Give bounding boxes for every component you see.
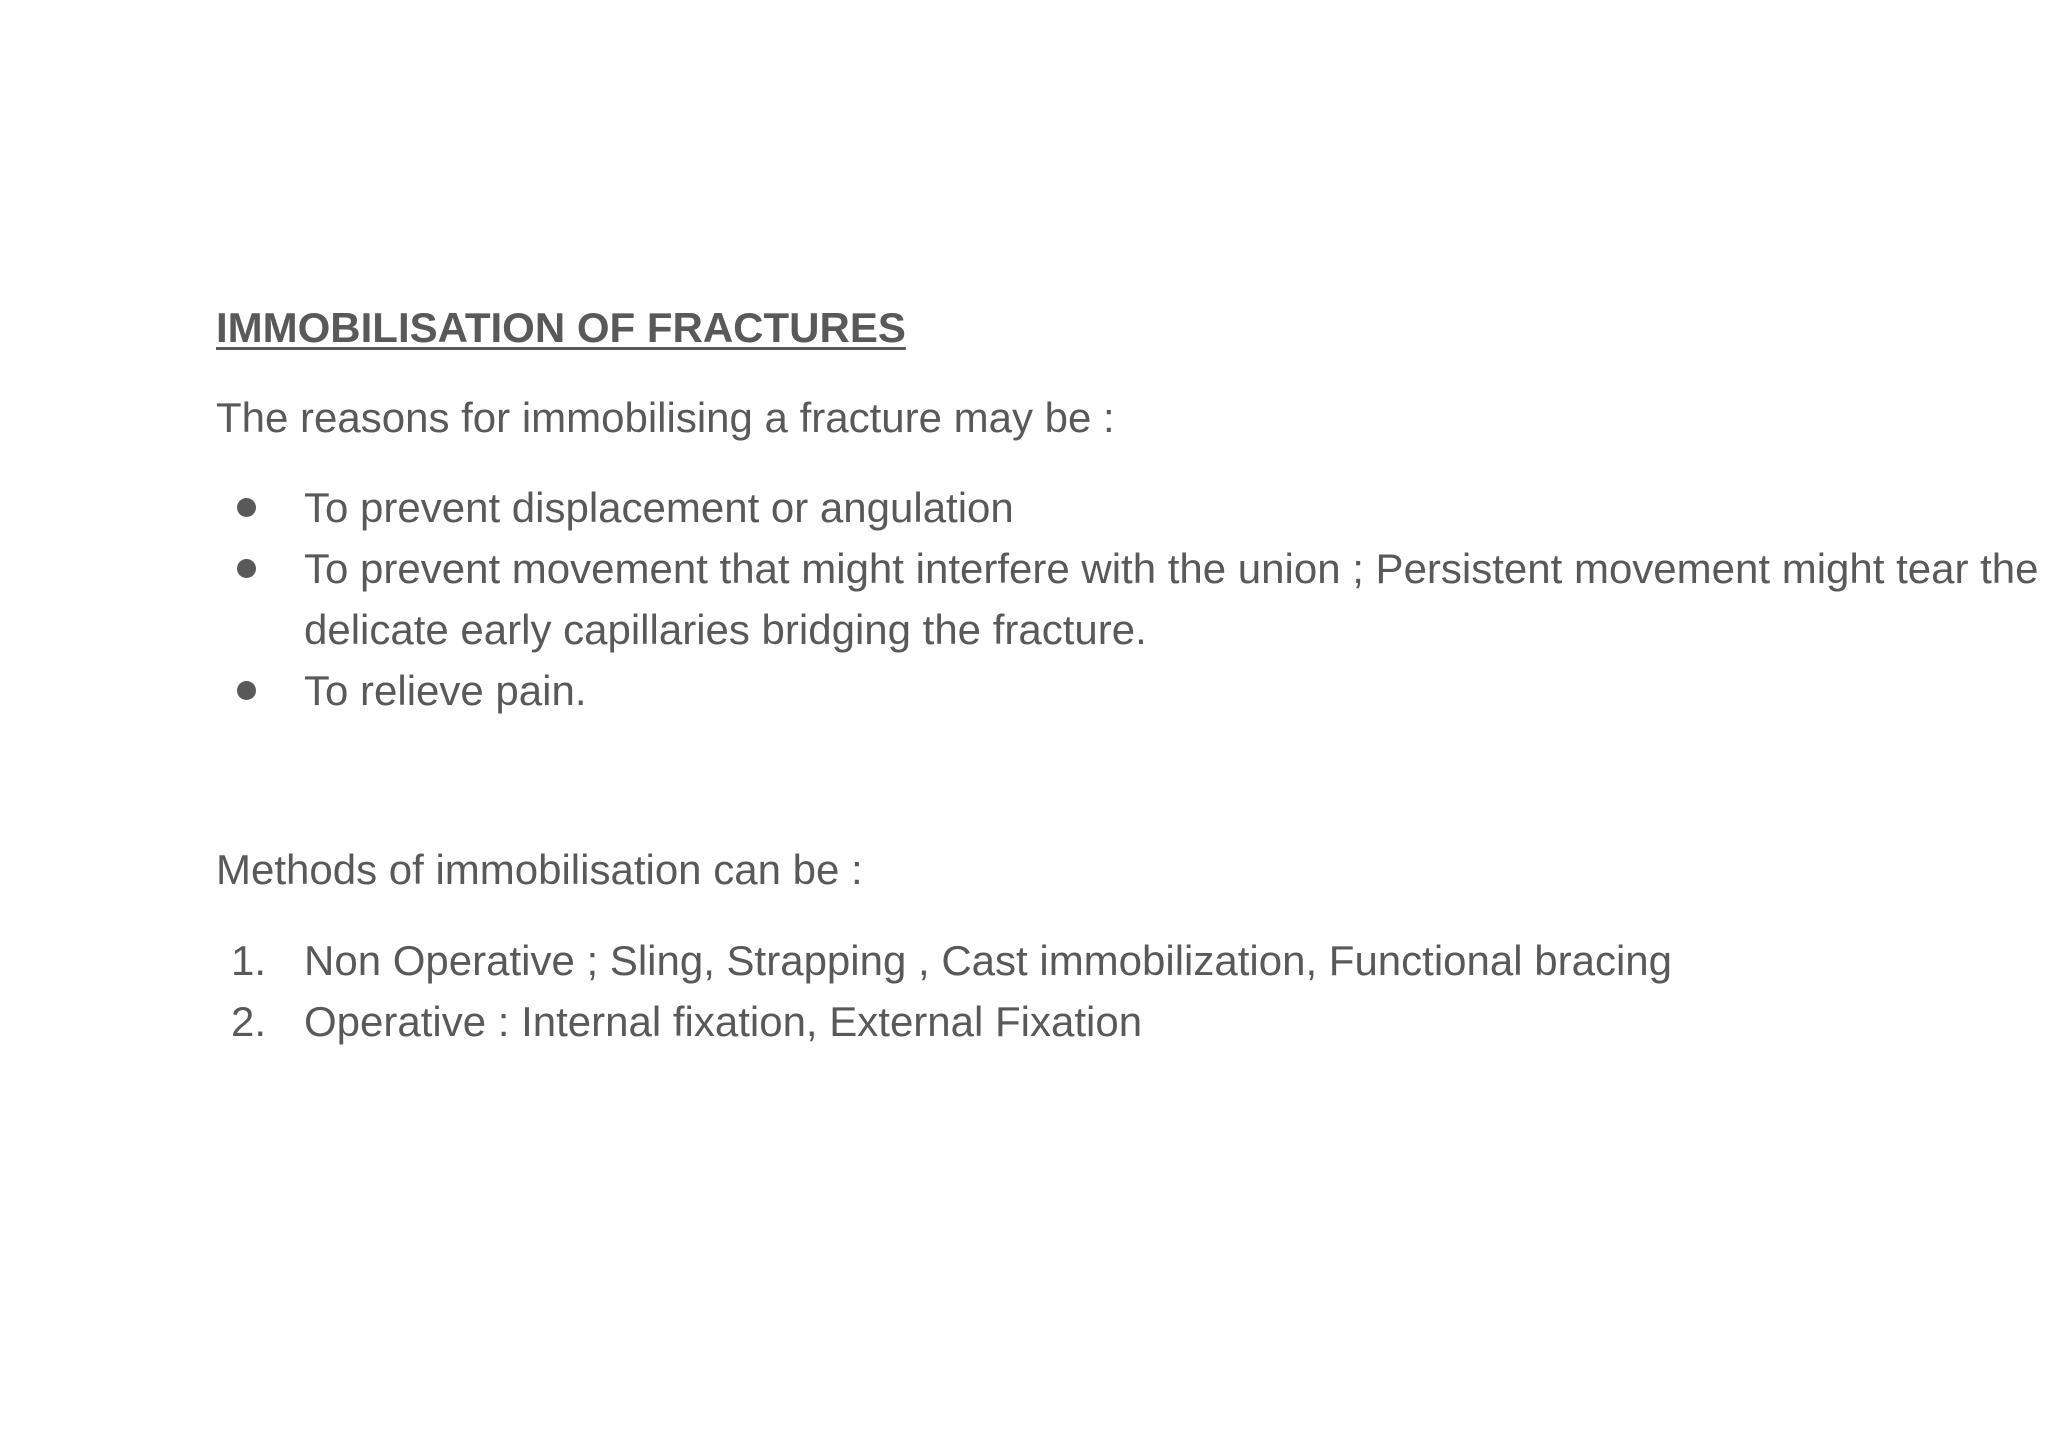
methods-list bbox=[216, 930, 2048, 1052]
list-item bbox=[216, 538, 2048, 660]
bullet-icon bbox=[216, 660, 276, 721]
list-number: 2. bbox=[230, 998, 266, 1045]
list-item-text: Non Operative ; Sling, Strapping , Cast immobilization, Functional bracing bbox=[304, 937, 1672, 984]
reasons-intro: The reasons for immobilising a fracture may be : bbox=[216, 394, 1115, 441]
methods-intro: Methods of immobilisation can be : bbox=[216, 846, 863, 893]
list-item bbox=[216, 477, 2048, 538]
list-item-text: To prevent displacement or angulation bbox=[304, 484, 1014, 531]
list-item bbox=[216, 660, 2048, 721]
reasons-list bbox=[216, 477, 2048, 721]
page-title: IMMOBILISATION OF FRACTURES bbox=[216, 304, 906, 351]
list-number: 1. bbox=[230, 937, 266, 984]
list-item-text: To relieve pain. bbox=[304, 667, 587, 714]
list-item-text: To prevent movement that might interfere with the union ; Persistent movement might tear the delicate early capillaries bridging the fracture. bbox=[304, 545, 2039, 653]
list-item-text: Operative : Internal fixation, External Fixation bbox=[304, 998, 1143, 1045]
list-item bbox=[216, 930, 2048, 991]
bullet-icon bbox=[216, 477, 276, 538]
bullet-icon bbox=[216, 538, 276, 599]
list-item bbox=[216, 991, 2048, 1052]
